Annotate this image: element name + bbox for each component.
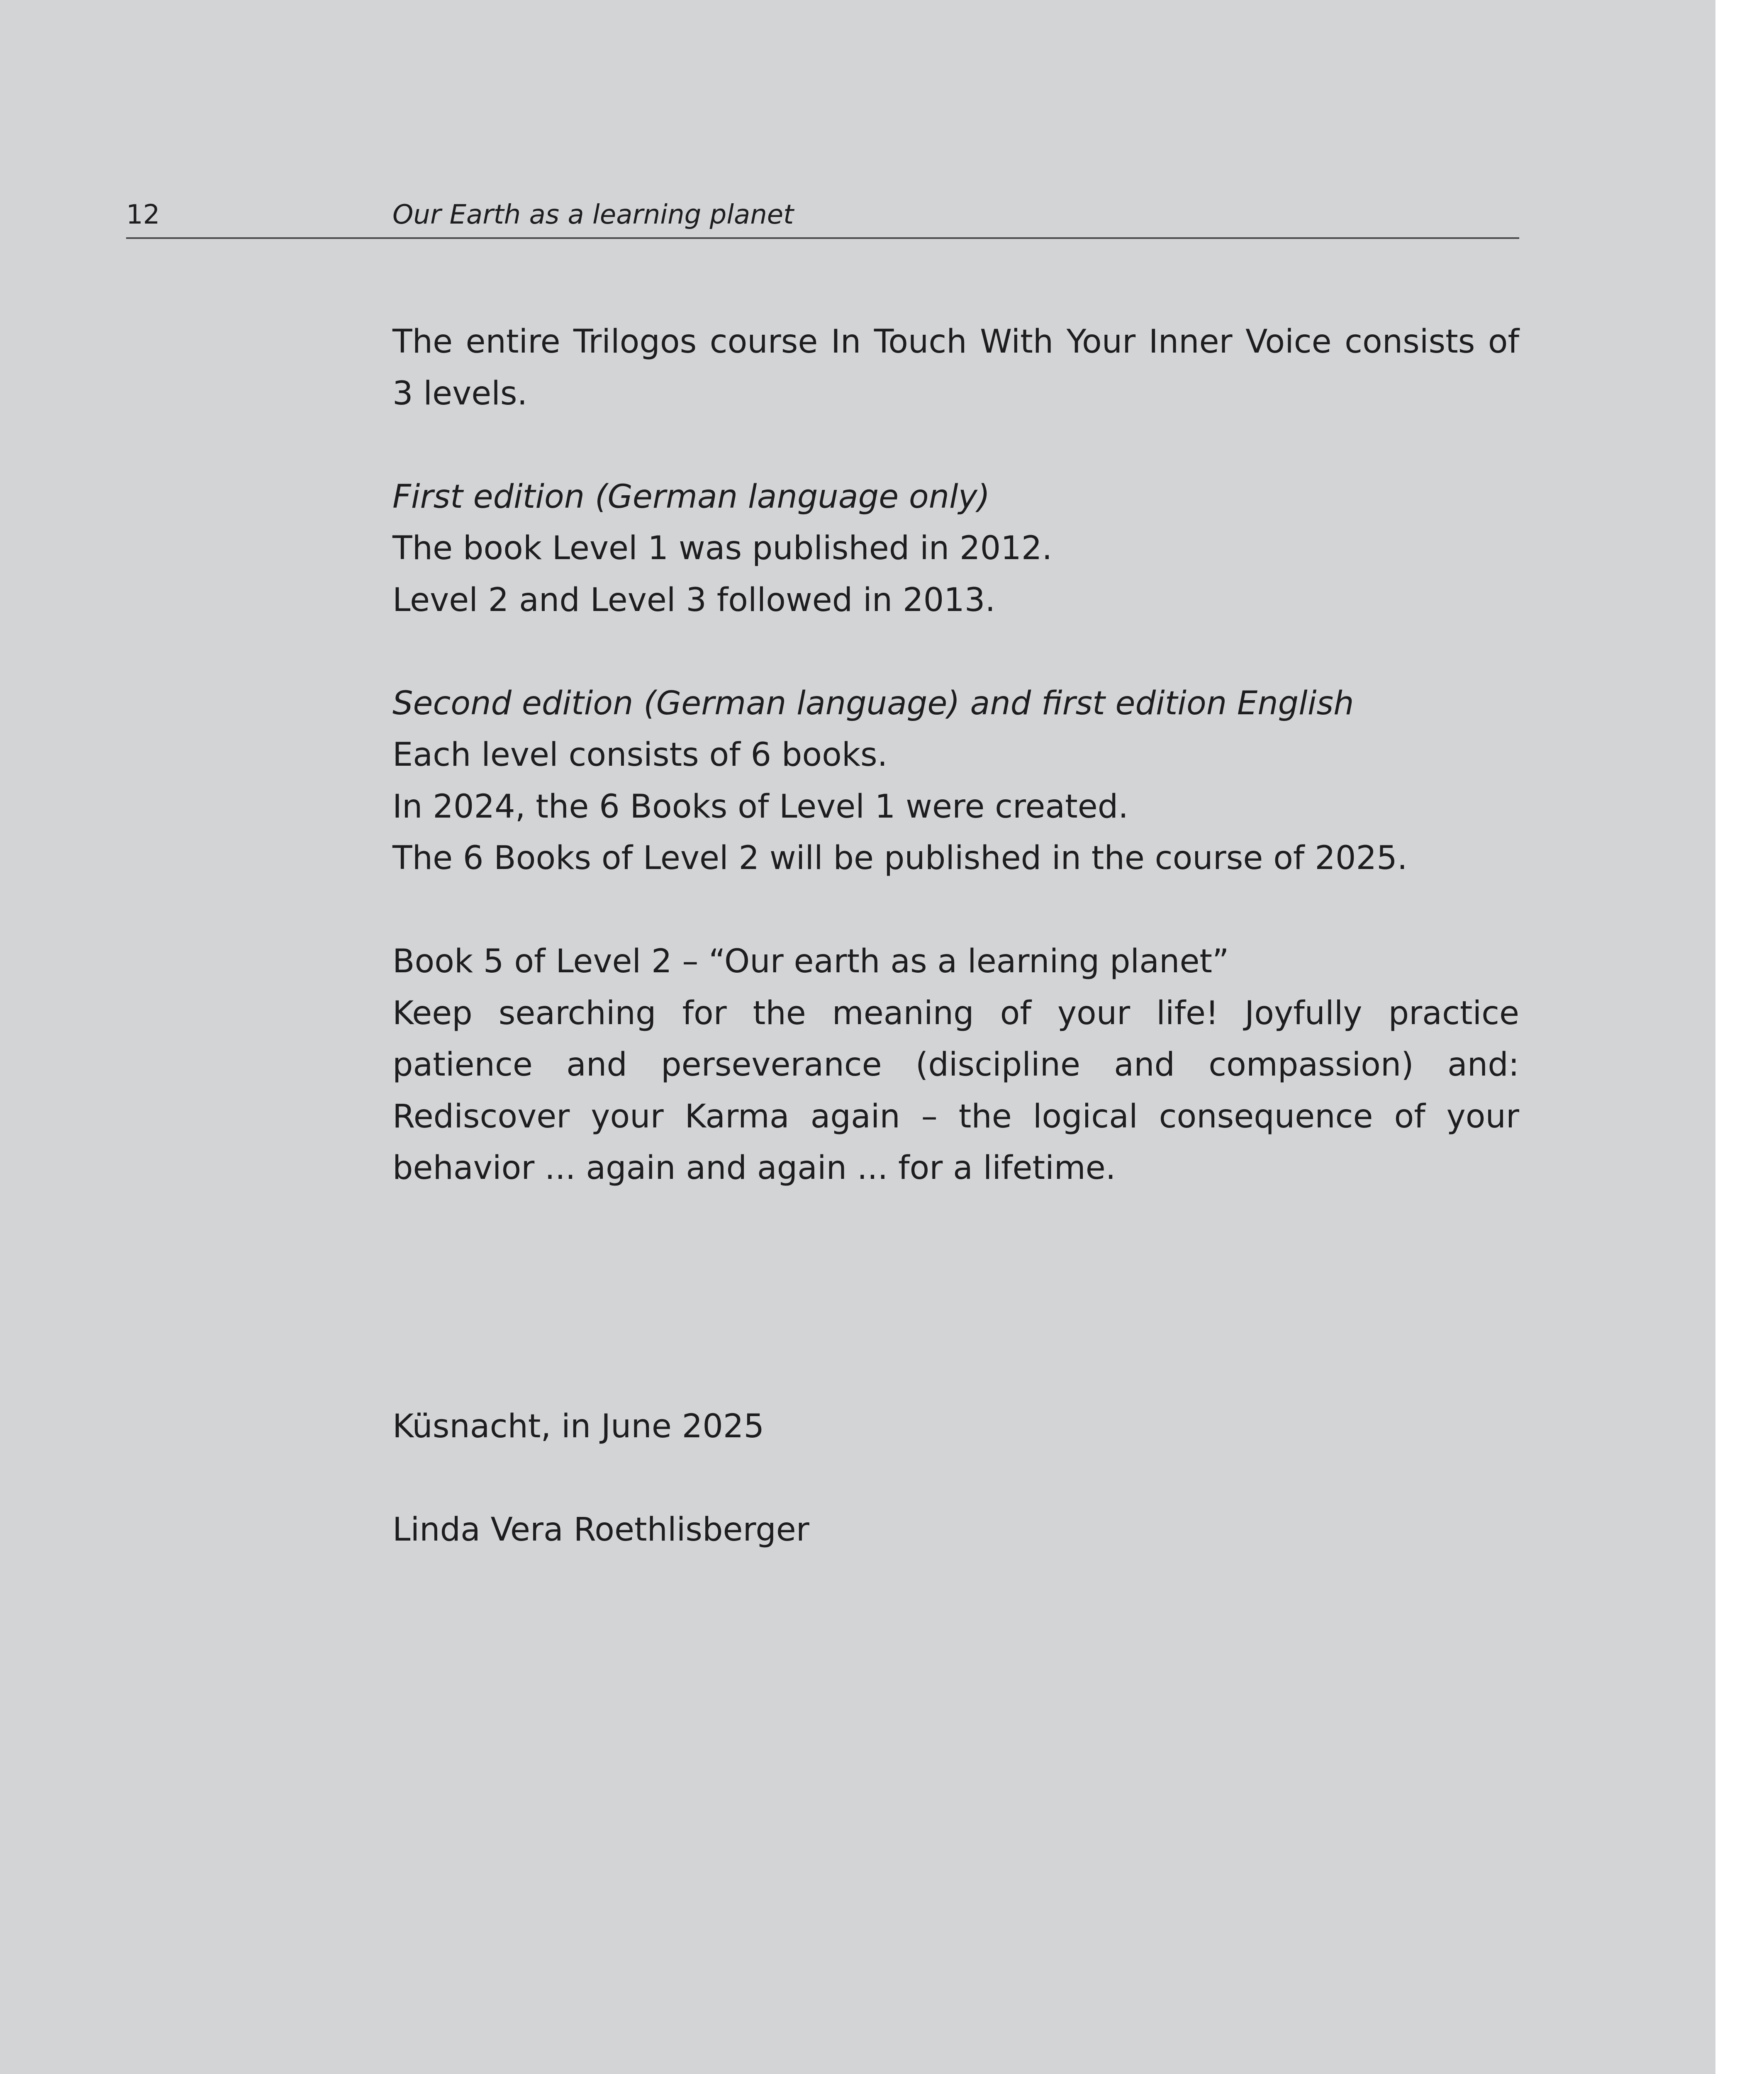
- spacer: [392, 884, 1519, 936]
- author-name: Linda Vera Roethlisberger: [392, 1511, 809, 1548]
- place-date: Küsnacht, in June 2025: [392, 1407, 765, 1445]
- book5-paragraph: Keep searching for the meaning of your life! Joyfully practice patience and perseverance (discipline and compassion) and: Rediscover your Karma again – the logical consequence of your behavior ... again and again ... for a lifetime.: [392, 994, 1519, 1187]
- page-body: [392, 316, 1519, 1556]
- second-edition-line: In 2024, the 6 Books of Level 1 were created.: [392, 788, 1129, 825]
- second-edition-line: Each level consists of 6 books.: [392, 736, 888, 774]
- page-number: 12: [126, 200, 160, 230]
- spacer: [392, 1452, 1519, 1504]
- intro-paragraph: The entire Trilogos course In Touch With Your Inner Voice consists of 3 levels.: [392, 323, 1519, 412]
- book5-heading: Book 5 of Level 2 – “Our earth as a learning planet”: [392, 943, 1229, 980]
- header-divider: [126, 237, 1519, 239]
- spacer: [392, 626, 1519, 678]
- second-edition-line: The 6 Books of Level 2 will be published in the course of 2025.: [392, 840, 1408, 877]
- second-edition-heading: Second edition (German language) and first edition English: [392, 684, 1354, 722]
- spacer: [392, 1194, 1519, 1401]
- running-title: Our Earth as a learning planet: [392, 200, 794, 230]
- spacer: [392, 419, 1519, 471]
- first-edition-heading: First edition (German language only): [392, 478, 990, 516]
- first-edition-line: The book Level 1 was published in 2012.: [392, 530, 1053, 567]
- first-edition-line: Level 2 and Level 3 followed in 2013.: [392, 581, 996, 619]
